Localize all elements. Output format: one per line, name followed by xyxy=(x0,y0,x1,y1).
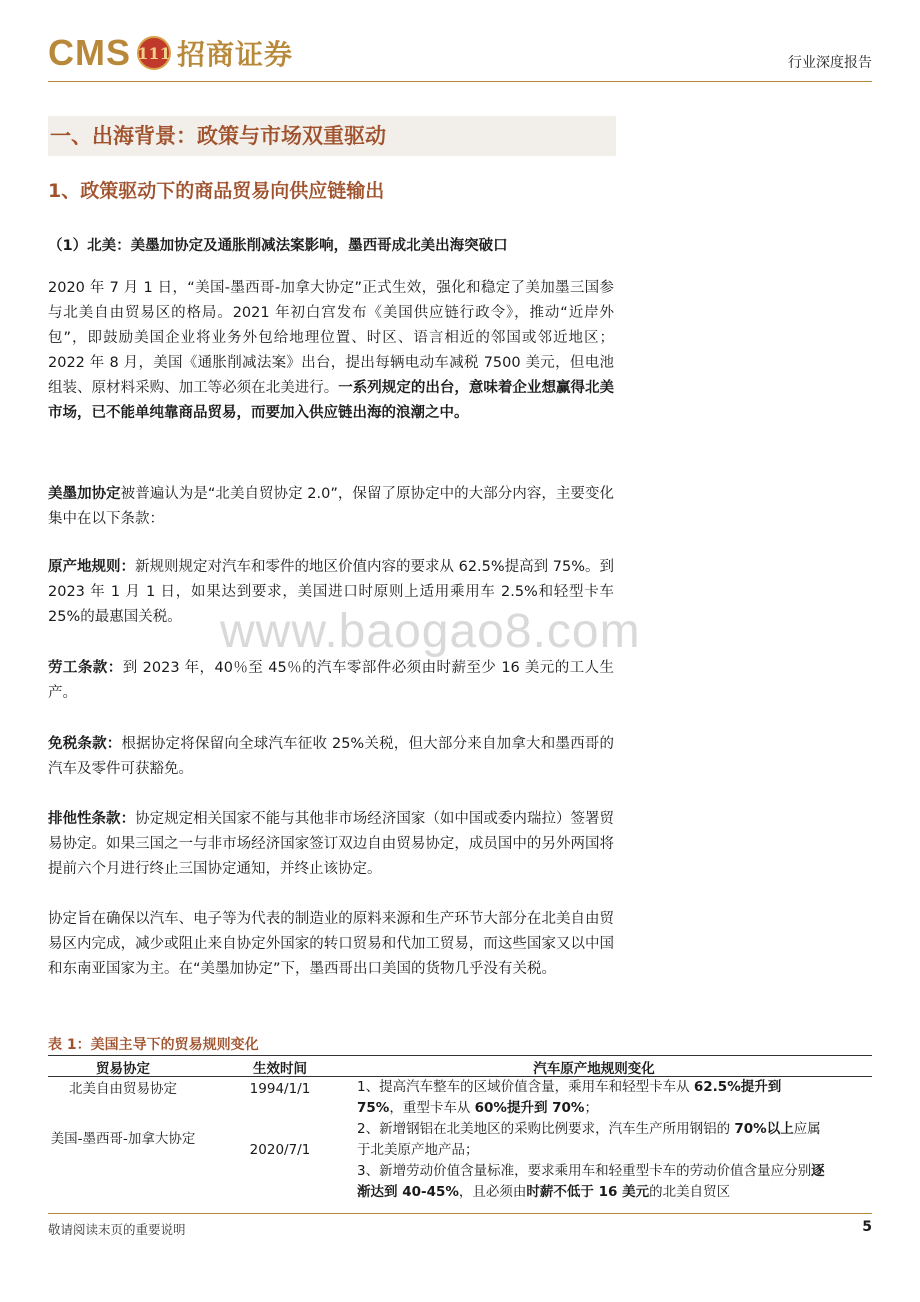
rule-item-1: 1、提高汽车整车的区域价值含量，乘用车和轻型卡车从 62.5%提升到 75%，重型卡车从 60%提升到 70%； xyxy=(357,1079,782,1116)
paragraph-background-emphasis: 一系列规定的出台，意味着企业想赢得北美市场，已不能单纯靠商品贸易，而要加入供应链出海的浪潮之中。 xyxy=(48,380,615,421)
usmca-intro-text: 被普遍认为是“北美自贸协定 2.0”，保留了原协定中的大部分内容，主要变化集中在以下条款： xyxy=(48,486,614,527)
exclusivity-clause-text: 协定规定相关国家不能与其他非市场经济国家（如中国或委内瑞拉）签署贸易协定。如果三国之一与非市场经济国家签订双边自由贸易协定，成员国中的另外两国将提前六个月进行终止三国协定通知，并终止该协定。 xyxy=(48,811,615,877)
header-divider xyxy=(48,81,872,82)
document-type-label: 行业深度报告 xyxy=(788,55,872,71)
rule-item-3: 3、新增劳动价值含量标准，要求乘用车和轻重型卡车的劳动价值含量应分别逐渐达到 40-45%，且必须由时薪不低于 16 美元的北美自贸区 xyxy=(357,1163,825,1200)
tariff-exemption-label: 免税条款： xyxy=(48,736,122,752)
section-heading: 一、出海背景：政策与市场双重驱动 xyxy=(48,116,616,156)
paragraph-usmca-intro xyxy=(48,482,614,532)
table-header-agreement: 贸易协定 xyxy=(96,1061,150,1077)
paragraph-tariff-exemption xyxy=(48,732,614,782)
labor-clause-text: 到 2023 年，40％至 45％的汽车零部件必须由时薪至少 16 美元的工人生产。 xyxy=(48,660,615,701)
table-top-rule xyxy=(48,1055,872,1056)
paragraph-exclusivity-clause xyxy=(48,807,614,882)
exclusivity-clause-label: 排他性条款： xyxy=(48,811,136,827)
logo-chinese-text: 招商证券 xyxy=(177,38,294,71)
logo-seal-icon: 111 xyxy=(137,36,171,70)
subsection-heading: 1、政策驱动下的商品贸易向供应链输出 xyxy=(48,180,385,202)
paragraph-background-text: 2020 年 7 月 1 日，“美国-墨西哥-加拿大协定”正式生效，强化和稳定了美加墨三国参与北美自由贸易区的格局。2021 年初白宫发布《美国供应链行政令》，推动“近岸外包”，即鼓励美国企业将业务外包给地理位置、时区、语言相近的邻国或邻近地区；2022 年 8 月，美国《通胀削减法案》出台，提出每辆电动车减税 7500 美元，但电池组装、原材料采购、加工等必须在北美进行。 xyxy=(48,280,614,396)
table-cell-agreement-usmca: 美国-墨西哥-加拿大协定 xyxy=(50,1131,196,1147)
footer-disclaimer: 敬请阅读末页的重要说明 xyxy=(48,1222,186,1237)
table-header-date: 生效时间 xyxy=(253,1061,307,1077)
rule-item-2: 2、新增钢铝在北美地区的采购比例要求，汽车生产所用钢铝的 70%以上应属于北美原产地产品； xyxy=(357,1121,821,1158)
watermark: www.baogao8.com xyxy=(220,605,641,658)
table-title: 表 1：美国主导下的贸易规则变化 xyxy=(48,1037,259,1053)
paragraph-summary: 协定旨在确保以汽车、电子等为代表的制造业的原料来源和生产环节大部分在北美自由贸易区内完成，减少或阻止来自协定外国家的转口贸易和代加工贸易，而这些国家又以中国和东南亚国家为主。在“美墨加协定”下，墨西哥出口美国的货物几乎没有关税。 xyxy=(48,911,614,977)
cms-logo xyxy=(48,32,293,74)
table-cell-date-nafta: 1994/1/1 xyxy=(249,1081,311,1097)
logo-latin-text: CMS xyxy=(48,32,131,73)
tariff-exemption-text: 根据协定将保留向全球汽车征收 25%关税，但大部分来自加拿大和墨西哥的汽车及零件可获豁免。 xyxy=(48,736,614,777)
labor-clause-label: 劳工条款： xyxy=(48,660,123,676)
table-cell-rule-changes xyxy=(357,1077,831,1203)
table-header-rules: 汽车原产地规则变化 xyxy=(533,1061,655,1077)
rules-of-origin-label: 原产地规则： xyxy=(48,559,135,575)
paragraph-background xyxy=(48,276,614,426)
table-cell-agreement-nafta: 北美自由贸易协定 xyxy=(69,1081,177,1097)
topic-heading: （1）北美：美墨加协定及通胀削减法案影响，墨西哥成北美出海突破口 xyxy=(48,238,508,254)
paragraph-labor-clause xyxy=(48,656,614,706)
rules-of-origin-text: 新规则规定对汽车和零件的地区价值内容的要求从 62.5%提高到 75%。到 2023 年 1 月 1 日，如果达到要求，美国进口时原则上适用乘用车 2.5%和轻型卡车 25%的最惠国关税。 xyxy=(48,559,615,625)
page-number: 5 xyxy=(862,1219,872,1235)
usmca-label: 美墨加协定 xyxy=(48,486,121,502)
page-header xyxy=(48,30,872,80)
footer-divider xyxy=(48,1213,872,1214)
table-cell-date-usmca: 2020/7/1 xyxy=(249,1142,311,1158)
